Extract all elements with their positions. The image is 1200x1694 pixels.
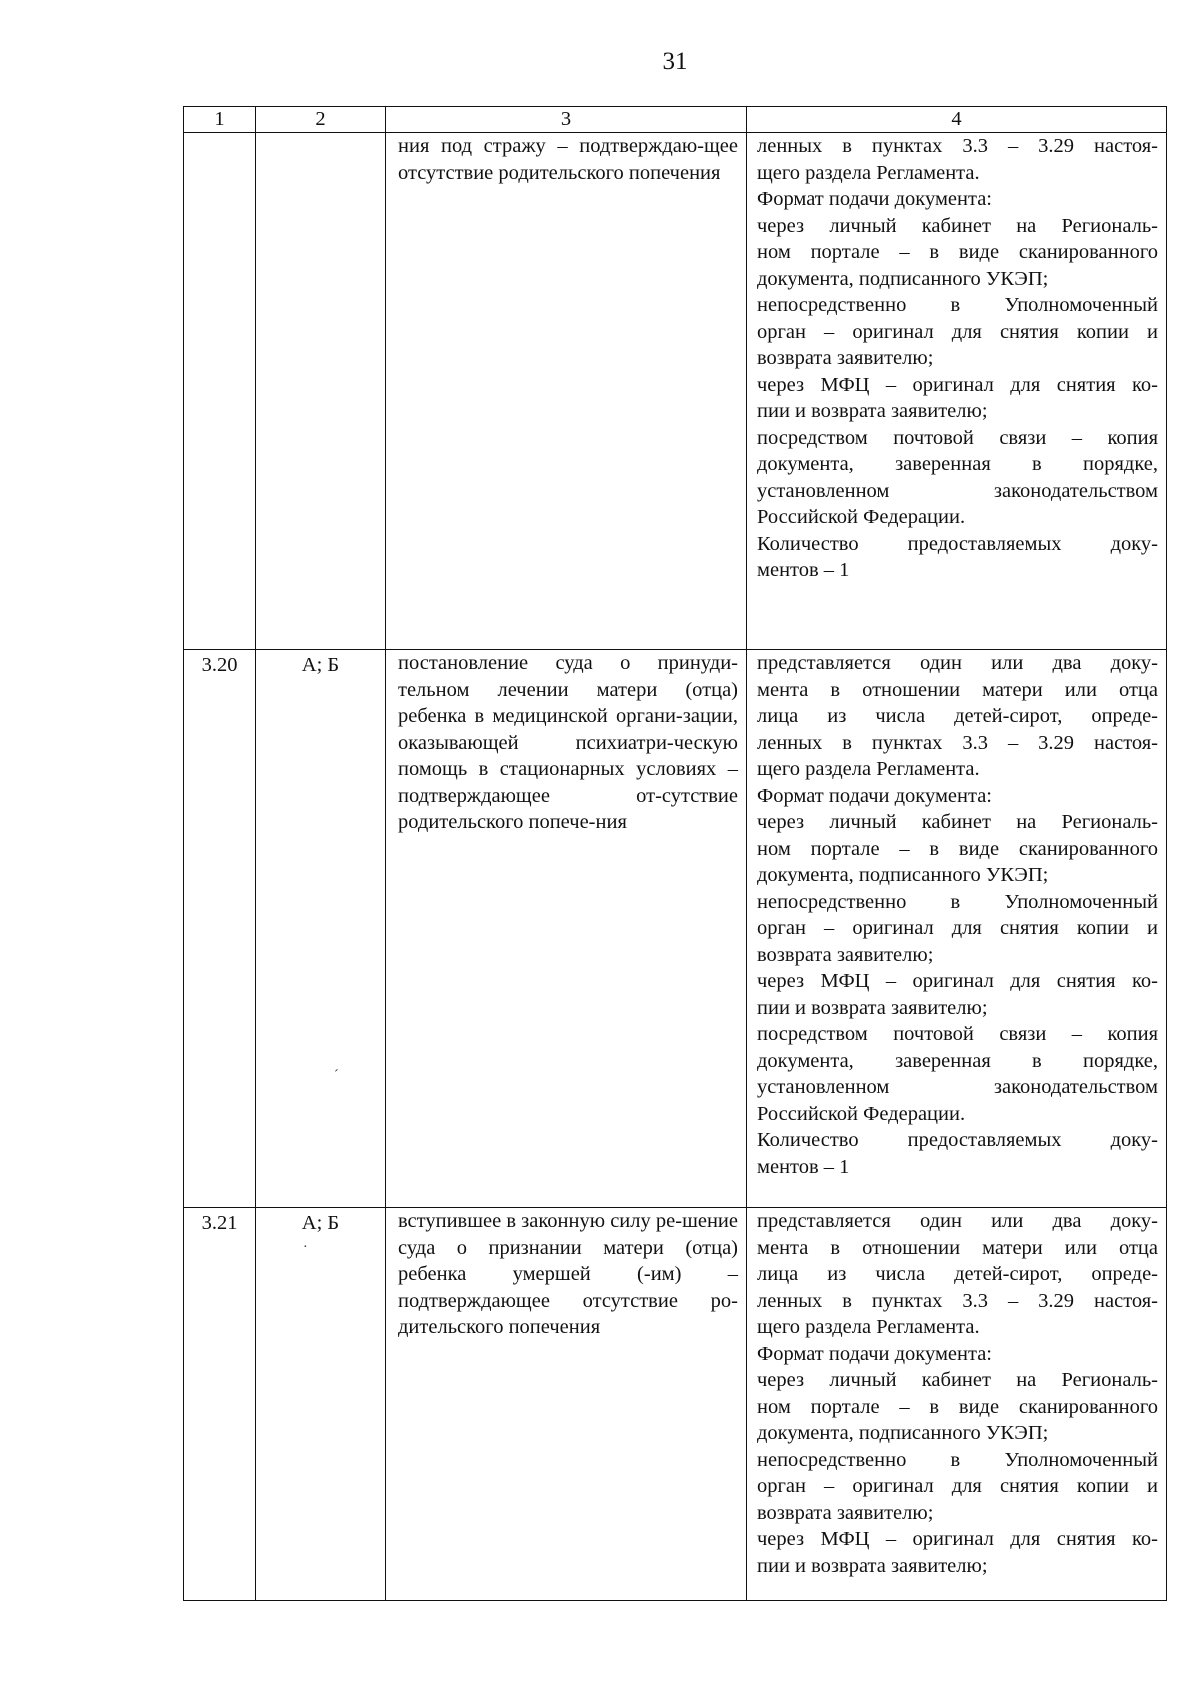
table-row	[184, 650, 1167, 1208]
detail-line: непосредственно в Уполномоченный	[757, 1448, 1158, 1471]
regulation-table	[183, 106, 1167, 1601]
detail-line: Количество предоставляемых доку-	[757, 532, 1158, 555]
detail-line: непосредственно в Уполномоченный	[757, 890, 1158, 913]
detail-line: Формат подачи документа:	[757, 784, 992, 807]
detail-line: Российской Федерации.	[757, 1102, 966, 1125]
detail-line: щего раздела Регламента.	[757, 161, 980, 184]
detail-line: документа, подписанного УКЭП;	[757, 864, 1049, 886]
page-number: 31	[662, 48, 688, 75]
detail-line: представляется один или два доку-	[757, 1210, 1158, 1232]
detail-line: Количество предоставляемых доку-	[757, 1129, 1158, 1151]
column-header-1: 1	[184, 107, 256, 133]
detail-line: установленном законодательством	[757, 479, 1158, 502]
detail-line: орган – оригинал для снятия копии и	[757, 320, 1158, 343]
detail-line: через МФЦ – оригинал для снятия ко-	[757, 970, 1158, 992]
detail-line: Формат подачи документа:	[757, 1342, 992, 1365]
description-text: ния под стражу – подтверждаю-щее отсутствие родительского попечения	[398, 135, 738, 184]
detail-line: документа, подписанного УКЭП;	[757, 1422, 1049, 1444]
detail-line: через личный кабинет на Региональ-	[757, 811, 1158, 833]
detail-line: пии и возврата заявителю;	[757, 996, 988, 1019]
detail-line: щего раздела Регламента.	[757, 758, 980, 780]
column-header-3: 3	[386, 107, 747, 133]
row-category: А; Б	[256, 650, 386, 1208]
scan-speck: ·	[303, 1240, 308, 1255]
detail-line: ментов – 1	[757, 559, 850, 581]
detail-line: ленных в пунктах 3.3 – 3.29 настоя-	[757, 731, 1158, 754]
detail-line: документа, заверенная в порядке,	[757, 453, 1158, 475]
table-row	[184, 1208, 1167, 1601]
detail-line: установленном законодательством	[757, 1076, 1158, 1098]
detail-line: орган – оригинал для снятия копии и	[757, 1475, 1158, 1497]
description-text: вступившее в законную силу ре-шение суда о признании матери (отца) ребенка умершей (-им) – подтверждающее отсутствие ро-дительского попечения	[398, 1210, 738, 1338]
row-details	[747, 650, 1167, 1208]
detail-line: посредством почтовой связи – копия	[757, 1023, 1158, 1045]
detail-line: ном портале – в виде сканированного	[757, 837, 1158, 860]
detail-line: орган – оригинал для снятия копии и	[757, 917, 1158, 939]
detail-line: ном портале – в виде сканированного	[757, 1395, 1158, 1418]
detail-line: щего раздела Регламента.	[757, 1316, 980, 1338]
detail-line: ментов – 1	[757, 1155, 850, 1178]
detail-line: пии и возврата заявителю;	[757, 400, 988, 422]
row-category	[256, 133, 386, 650]
scan-speck: ´	[334, 1068, 339, 1083]
detail-line: Российской Федерации.	[757, 506, 966, 528]
row-description	[386, 650, 747, 1208]
detail-line: через личный кабинет на Региональ-	[757, 214, 1158, 237]
detail-line: документа, подписанного УКЭП;	[757, 267, 1049, 290]
detail-line: лица из числа детей-сирот, опреде-	[757, 1263, 1158, 1285]
detail-line: через личный кабинет на Региональ-	[757, 1369, 1158, 1391]
detail-line: пии и возврата заявителю;	[757, 1554, 988, 1577]
detail-line: ленных в пунктах 3.3 – 3.29 настоя-	[757, 135, 1158, 157]
row-description	[386, 1208, 747, 1601]
row-number: 3.21	[184, 1208, 256, 1601]
detail-line: непосредственно в Уполномоченный	[757, 294, 1158, 316]
description-text: постановление суда о принуди-тельном лечении матери (отца) ребенка в медицинской органи-зации, оказывающей психиатри-ческую помощь в стационарных условиях – подтверждающее от-сутствие родительского попече-ния	[398, 652, 738, 833]
detail-line: возврата заявителю;	[757, 347, 934, 369]
row-number	[184, 133, 256, 650]
row-details	[747, 133, 1167, 650]
detail-line: ленных в пунктах 3.3 – 3.29 настоя-	[757, 1289, 1158, 1312]
detail-line: возврата заявителю;	[757, 943, 934, 966]
detail-line: через МФЦ – оригинал для снятия ко-	[757, 1528, 1158, 1550]
detail-line: ном портале – в виде сканированного	[757, 241, 1158, 263]
table-header-row	[184, 107, 1167, 133]
detail-line: документа, заверенная в порядке,	[757, 1049, 1158, 1072]
column-header-2: 2	[256, 107, 386, 133]
detail-line: возврата заявителю;	[757, 1501, 934, 1524]
detail-line: посредством почтовой связи – копия	[757, 426, 1158, 449]
row-number: 3.20	[184, 650, 256, 1208]
detail-line: через МФЦ – оригинал для снятия ко-	[757, 373, 1158, 396]
table-row	[184, 133, 1167, 650]
detail-line: Формат подачи документа:	[757, 188, 992, 210]
column-header-4: 4	[747, 107, 1167, 133]
row-description	[386, 133, 747, 650]
detail-line: лица из числа детей-сирот, опреде-	[757, 705, 1158, 727]
detail-line: представляется один или два доку-	[757, 652, 1158, 674]
detail-line: мента в отношении матери или отца	[757, 1236, 1158, 1259]
row-details	[747, 1208, 1167, 1601]
detail-line: мента в отношении матери или отца	[757, 678, 1158, 701]
row-category: А; Б	[256, 1208, 386, 1601]
